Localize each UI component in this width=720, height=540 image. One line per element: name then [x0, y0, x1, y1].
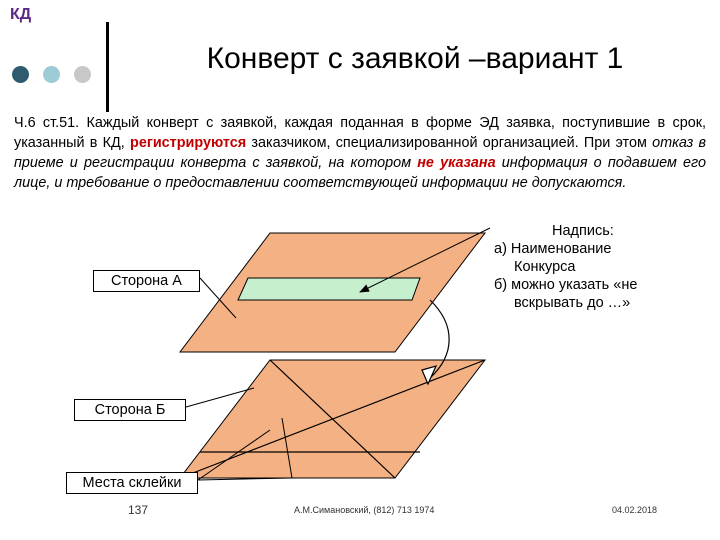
footer-date: 04.02.2018	[612, 505, 658, 515]
page-number: 137	[128, 503, 149, 517]
page-title: Конверт с заявкой –вариант 1	[206, 42, 624, 75]
text-part: заказчиком, специализированной организацией. При этом	[246, 135, 653, 151]
text-italic: отказ в приеме и регистрации конверта с заявкой, на котором	[14, 135, 707, 171]
note-line: Конкурса	[514, 259, 576, 275]
note-line: б) можно указать «не	[494, 277, 638, 293]
label-side-b: Сторона Б	[74, 399, 186, 421]
corner-label: КД	[10, 6, 32, 23]
text-highlight: регистрируются	[130, 135, 247, 151]
label-side-a: Сторона А	[93, 270, 200, 292]
text-highlight-italic: не указана	[417, 155, 496, 171]
label-glue: Места склейки	[66, 472, 198, 494]
note-line: вскрывать до …»	[514, 295, 631, 311]
note-line: а) Наименование	[494, 241, 612, 257]
text-italic: информация о подавшем его лице, и требование о предоставлении соответствующей информации не допускаются.	[14, 155, 706, 191]
note-title: Надпись:	[552, 223, 614, 239]
inscription-note	[480, 222, 700, 312]
footer-author: А.М.Симановский, (812) 713 1974	[294, 505, 435, 515]
text-part: Ч.6 ст.51. Каждый конверт с заявкой, каждая поданная в форме ЭД заявка, поступившие в срок, указанный в КД,	[14, 115, 706, 151]
address-stripe	[238, 278, 420, 300]
